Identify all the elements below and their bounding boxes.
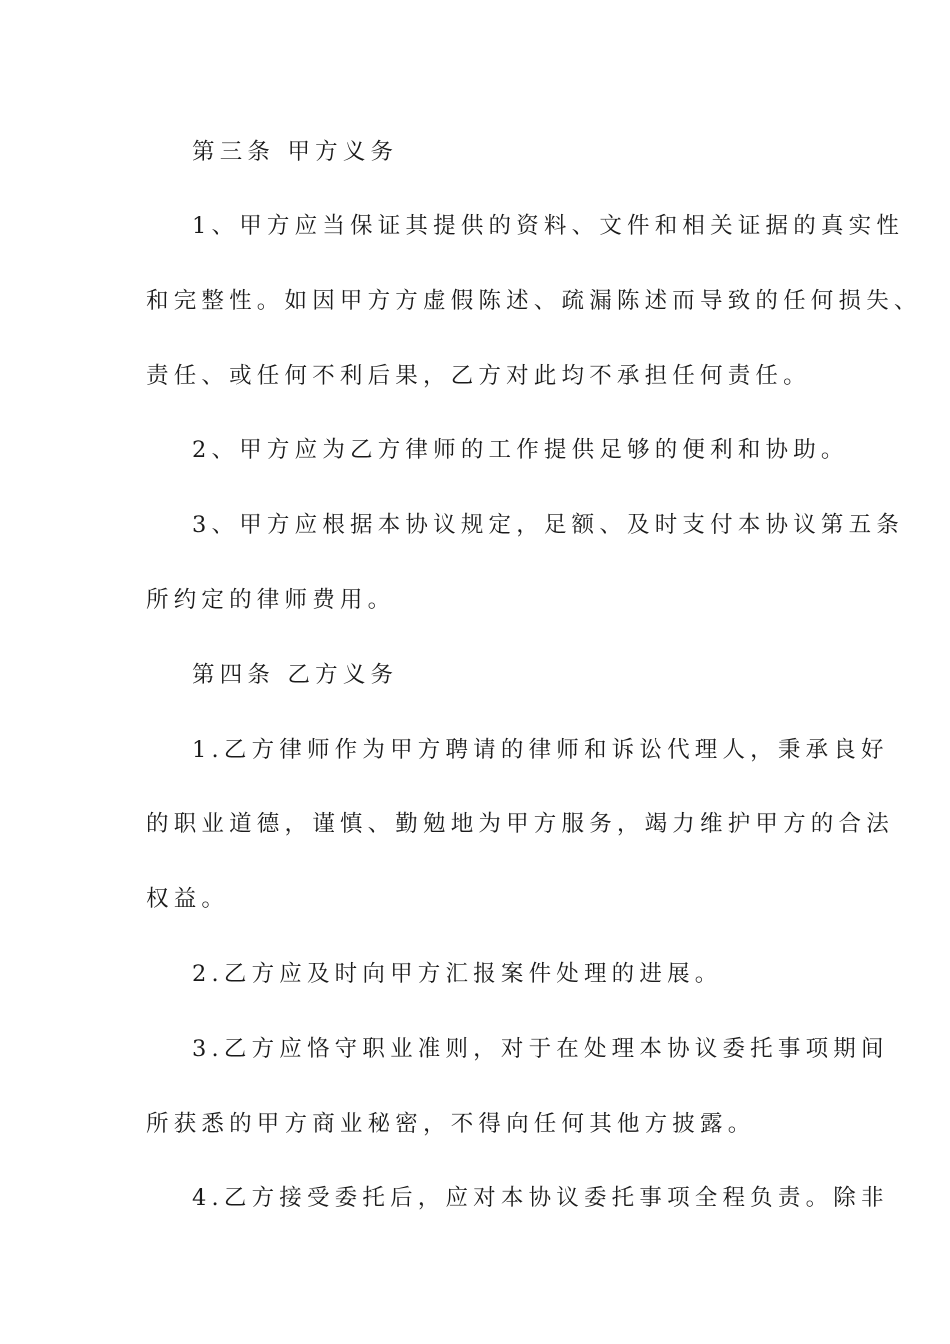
article-4-item-2-line-1: 2.乙方应及时向甲方汇报案件处理的进展。 bbox=[192, 961, 723, 987]
article-3-item-1-line-1: 1、甲方应当保证其提供的资料、文件和相关证据的真实性 bbox=[192, 213, 905, 239]
article-3-item-3-line-1: 3、甲方应根据本协议规定，足额、及时支付本协议第五条 bbox=[192, 512, 905, 538]
article-4-item-3-line-2: 所获悉的甲方商业秘密，不得向任何其他方披露。 bbox=[146, 1111, 756, 1137]
article-4-item-1-line-3: 权益。 bbox=[146, 886, 230, 912]
article-3-heading: 第三条 甲方义务 bbox=[192, 139, 399, 165]
article-4-item-1-line-2: 的职业道德，谨慎、勤勉地为甲方服务，竭力维护甲方的合法 bbox=[146, 811, 894, 837]
article-3-item-3-line-2: 所约定的律师费用。 bbox=[146, 587, 396, 613]
article-4-item-1-line-1: 1.乙方律师作为甲方聘请的律师和诉讼代理人，秉承良好 bbox=[192, 737, 889, 763]
article-3-item-1-line-3: 责任、或任何不利后果，乙方对此均不承担任何责任。 bbox=[146, 363, 811, 389]
article-4-item-4-line-1: 4.乙方接受委托后，应对本协议委托事项全程负责。除非 bbox=[192, 1185, 889, 1211]
article-4-item-3-line-1: 3.乙方应恪守职业准则，对于在处理本协议委托事项期间 bbox=[192, 1036, 889, 1062]
article-3-item-1-line-2: 和完整性。如因甲方方虚假陈述、疏漏陈述而导致的任何损失、 bbox=[146, 288, 922, 314]
article-4-heading: 第四条 乙方义务 bbox=[192, 662, 399, 688]
article-3-item-2-line-1: 2、甲方应为乙方律师的工作提供足够的便利和协助。 bbox=[192, 437, 849, 463]
